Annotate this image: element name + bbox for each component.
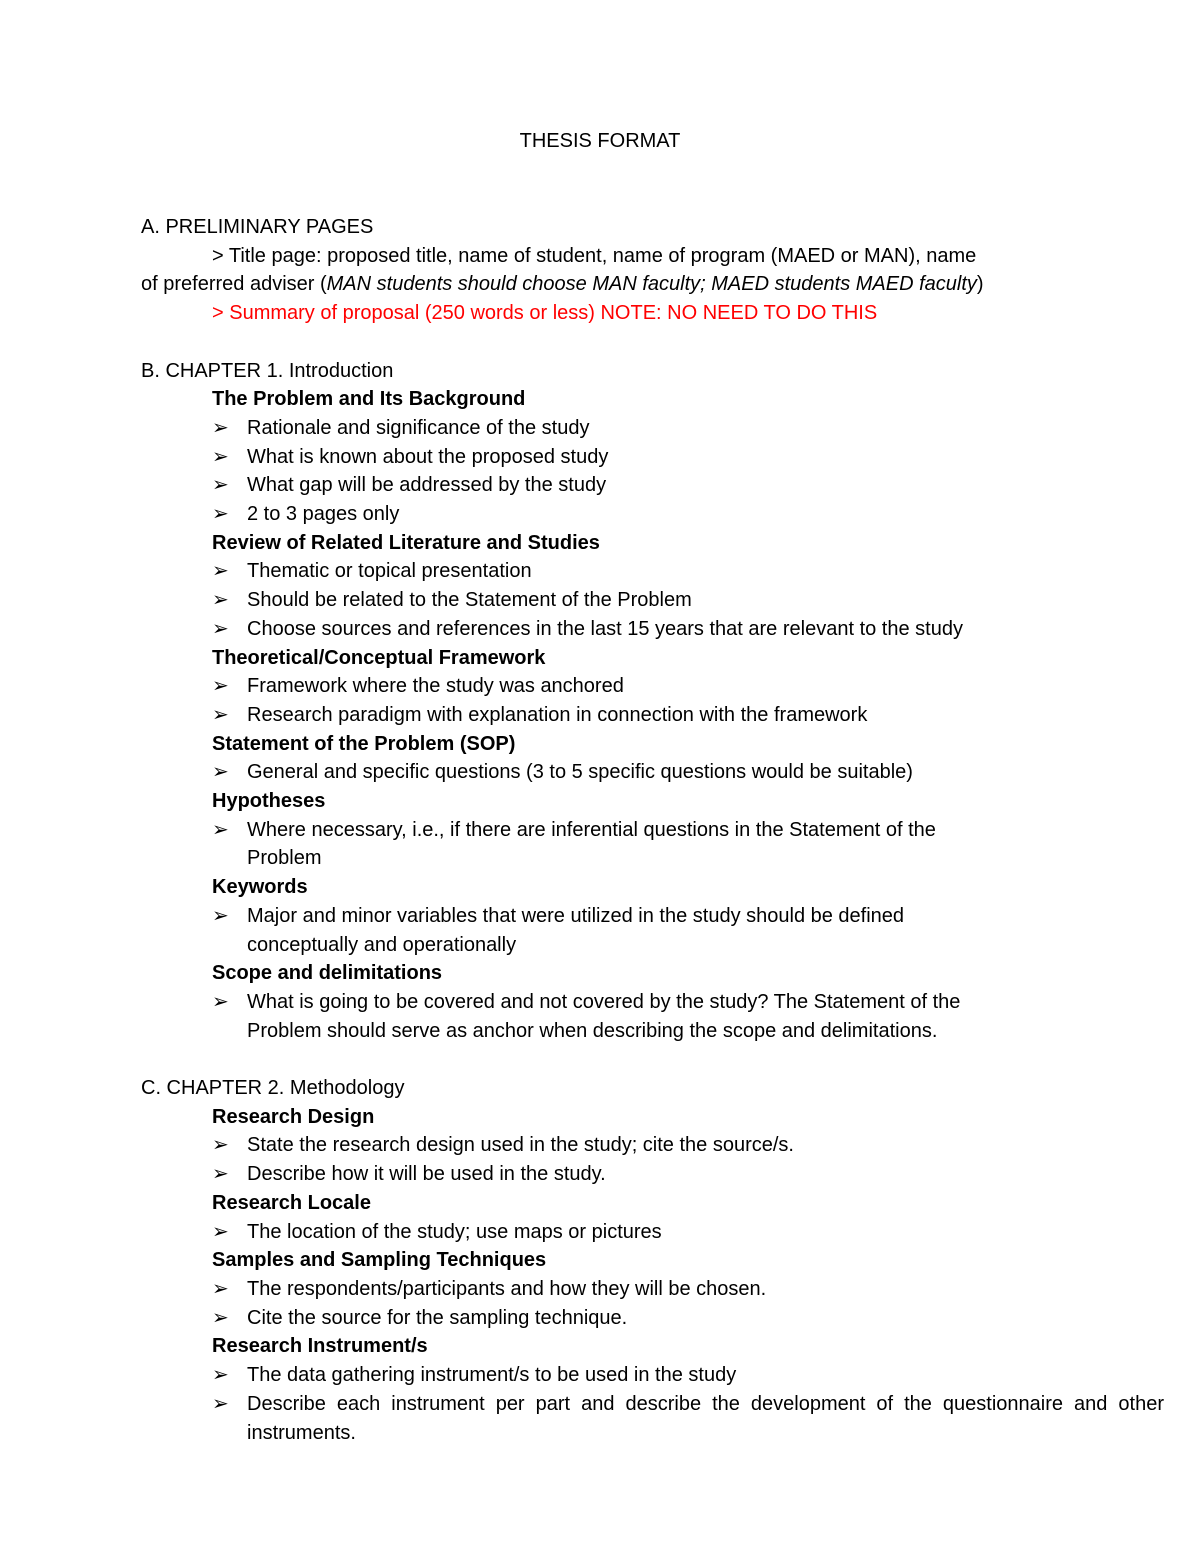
subheading-instruments: Research Instrument/s [212,1335,428,1358]
bullet-arrow-icon: ➢ [212,560,229,583]
list-item-text: The respondents/participants and how they will be chosen. [247,1277,767,1300]
subheading-research-locale: Research Locale [212,1191,371,1214]
bullet-arrow-icon: ➢ [212,1163,229,1186]
bullet-arrow-icon: ➢ [212,675,229,698]
list-item [141,557,1061,586]
list-item-text: The data gathering instrument/s to be used in the study [247,1364,737,1387]
subheading-sop: Statement of the Problem (SOP) [212,732,516,755]
list-item-text: 2 to 3 pages only [247,503,400,526]
bullet-arrow-icon: ➢ [212,1364,229,1387]
list-item [141,500,1061,529]
list-item-text: What gap will be addressed by the study [247,474,607,497]
bullet-arrow-icon: ➢ [212,1306,229,1329]
list-item [141,1131,1061,1160]
section-b-heading: B. CHAPTER 1. Introduction [141,359,394,382]
subheading-research-design: Research Design [212,1105,375,1128]
document-body [141,213,1164,1447]
list-item-text: What is known about the proposed study [247,445,609,468]
list-item-text: General and specific questions (3 to 5 specific questions would be suitable) [247,761,913,784]
bullet-arrow-icon: ➢ [212,474,229,497]
section-a-heading: A. PRELIMINARY PAGES [141,216,374,238]
list-item-text: Research paradigm with explanation in connection with the framework [247,703,868,726]
list-item-text: What is going to be covered and not covered by the study? The Statement of the Problem should serve as anchor when describing the scope and delimitations. [247,990,961,1042]
adviser-note-italic: MAN students should choose MAN faculty; MAED students MAED faculty [326,273,977,296]
list-item-text: Cite the source for the sampling technique. [247,1306,628,1329]
subheading-problem-background: The Problem and Its Background [212,388,526,411]
subheading-scope: Scope and delimitations [212,962,443,985]
subheading-hypotheses: Hypotheses [212,790,326,813]
spacer [141,328,1061,357]
list-item-text: Thematic or topical presentation [247,560,532,583]
list-item [141,1361,1061,1390]
list-item [141,586,1061,615]
list-item-text: Should be related to the Statement of the Problem [247,589,692,612]
list-item [141,1160,1061,1189]
list-item-text: Major and minor variables that were utilized in the study should be defined conceptually and operationally [247,904,905,956]
title-page-line: > Title page: proposed title, name of student, name of program (MAED or MAN), name [212,244,977,267]
list-item-text: Describe each instrument per part and describe the development of the questionnaire and other instruments. [247,1392,1164,1444]
bullet-arrow-icon: ➢ [212,904,229,927]
list-item [141,902,1007,959]
subheading-sampling: Samples and Sampling Techniques [212,1249,547,1272]
list-item-text: Describe how it will be used in the study. [247,1163,606,1186]
list-item [141,1304,1061,1333]
bullet-arrow-icon: ➢ [212,503,229,526]
bullet-arrow-icon: ➢ [212,990,229,1013]
list-item [141,672,1061,701]
bullet-arrow-icon: ➢ [212,416,229,439]
list-item [141,816,1007,873]
bullet-arrow-icon: ➢ [212,1392,229,1415]
list-item-text: The location of the study; use maps or pictures [247,1220,662,1243]
list-item-text: State the research design used in the study; cite the source/s. [247,1134,794,1157]
list-item [141,1275,1061,1304]
list-item [141,1218,1061,1247]
bullet-arrow-icon: ➢ [212,445,229,468]
spacer [141,1045,1061,1074]
list-item [141,471,1061,500]
bullet-arrow-icon: ➢ [212,703,229,726]
list-item-text: Where necessary, i.e., if there are inferential questions in the Statement of the Problem [247,818,936,870]
bullet-arrow-icon: ➢ [212,1220,229,1243]
bullet-arrow-icon: ➢ [212,1277,229,1300]
bullet-arrow-icon: ➢ [212,1134,229,1157]
subheading-framework: Theoretical/Conceptual Framework [212,646,546,669]
bullet-arrow-icon: ➢ [212,761,229,784]
bullet-arrow-icon: ➢ [212,617,229,640]
title-page-text-end: ) [976,273,984,296]
title-page-text: of preferred adviser ( [141,273,327,296]
bullet-arrow-icon: ➢ [212,818,229,841]
list-item [141,758,1061,787]
list-item-text: Framework where the study was anchored [247,675,624,698]
bullet-arrow-icon: ➢ [212,589,229,612]
list-item [141,414,1061,443]
list-item [141,443,1061,472]
list-item-text: Rationale and significance of the study [247,416,590,439]
section-c-heading: C. CHAPTER 2. Methodology [141,1077,405,1100]
list-item [141,701,1061,730]
document-title: THESIS FORMAT [519,130,681,152]
list-item [141,1390,1164,1447]
summary-note: > Summary of proposal (250 words or less) NOTE: NO NEED TO DO THIS [212,302,878,325]
list-item [141,615,1061,644]
subheading-keywords: Keywords [212,876,308,899]
title-page-line-continued [141,270,1061,299]
subheading-review-literature: Review of Related Literature and Studies [212,531,600,554]
list-item [141,988,1037,1045]
list-item-text: Choose sources and references in the last 15 years that are relevant to the study [247,617,963,640]
